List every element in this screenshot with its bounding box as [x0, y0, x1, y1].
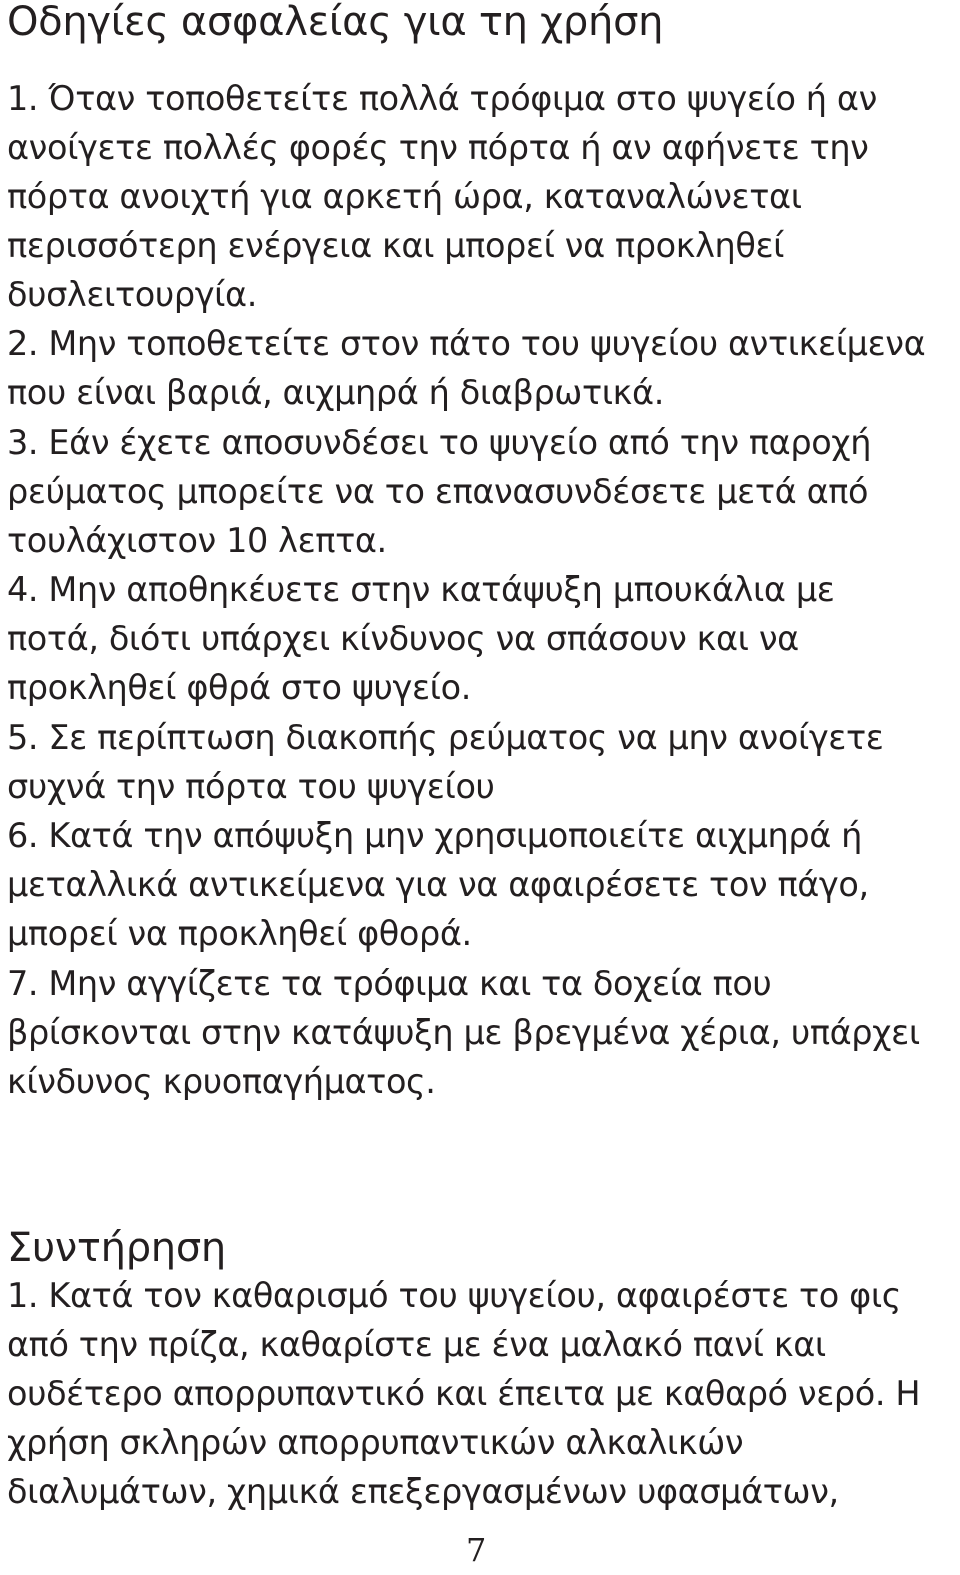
safety-text-line: προκληθεί φθρά στο ψυγείο. — [7, 668, 471, 707]
maintenance-text-line: ουδέτερο απορρυπαντικό και έπειτα με καθαρό νερό. Η — [7, 1374, 921, 1413]
maintenance-heading: Συντήρηση — [7, 1225, 226, 1271]
safety-text-line: 4. Μην αποθηκέυετε στην κατάψυξη μπουκάλια με — [7, 570, 835, 609]
safety-text-line: 7. Μην αγγίζετε τα τρόφιμα και τα δοχεία που — [7, 964, 772, 1003]
safety-text-line: που είναι βαριά, αιχμηρά ή διαβρωτικά. — [7, 373, 664, 412]
safety-text-line: μπορεί να προκληθεί φθορά. — [7, 914, 472, 953]
safety-text-line: πόρτα ανοιχτή για αρκετή ώρα, καταναλώνεται — [7, 177, 802, 216]
safety-text-line: ανοίγετε πολλές φορές την πόρτα ή αν αφήνετε την — [7, 128, 869, 167]
maintenance-text-line: 1. Κατά τον καθαρισμό του ψυγείου, αφαιρέστε το φις — [7, 1276, 902, 1315]
safety-text-line: συχνά την πόρτα του ψυγείου — [7, 767, 495, 806]
page-number: 7 — [466, 1531, 487, 1569]
safety-heading: Οδηγίες ασφαλείας για τη χρήση — [7, 0, 664, 45]
maintenance-text-line: χρήση σκληρών απορρυπαντικών αλκαλικών — [7, 1423, 744, 1462]
safety-text-line: τουλάχιστον 10 λεπτα. — [7, 521, 387, 560]
safety-text-line: βρίσκονται στην κατάψυξη με βρεγμένα χέρια, υπάρχει — [7, 1013, 920, 1052]
safety-text-line: δυσλειτουργία. — [7, 275, 257, 314]
maintenance-text-line: διαλυμάτων, χημικά επεξεργασμένων υφασμάτων, — [7, 1472, 839, 1511]
safety-text-line: 2. Μην τοποθετείτε στον πάτο του ψυγείου αντικείμενα — [7, 324, 926, 363]
safety-text-line: περισσότερη ενέργεια και μπορεί να προκληθεί — [7, 226, 785, 265]
safety-text-line: ποτά, διότι υπάρχει κίνδυνος να σπάσουν και να — [7, 619, 799, 658]
safety-text-line: 1. Όταν τοποθετείτε πολλά τρόφιμα στο ψυγείο ή αν — [7, 79, 877, 118]
safety-text-line: 6. Κατά την απόψυξη μην χρησιμοποιείτε αιχμηρά ή — [7, 816, 862, 855]
safety-text-line: κίνδυνος κρυοπαγήματος. — [7, 1062, 436, 1101]
safety-text-line: 3. Εάν έχετε αποσυνδέσει το ψυγείο από την παροχή — [7, 423, 872, 462]
safety-text-line: μεταλλικά αντικείμενα για να αφαιρέσετε τον πάγο, — [7, 865, 869, 904]
safety-text-line: 5. Σε περίπτωση διακοπής ρεύματος να μην ανοίγετε — [7, 718, 884, 757]
maintenance-text-line: από την πρίζα, καθαρίστε με ένα μαλακό πανί και — [7, 1325, 826, 1364]
safety-text-line: ρεύματος μπορείτε να το επανασυνδέσετε μετά από — [7, 472, 869, 511]
